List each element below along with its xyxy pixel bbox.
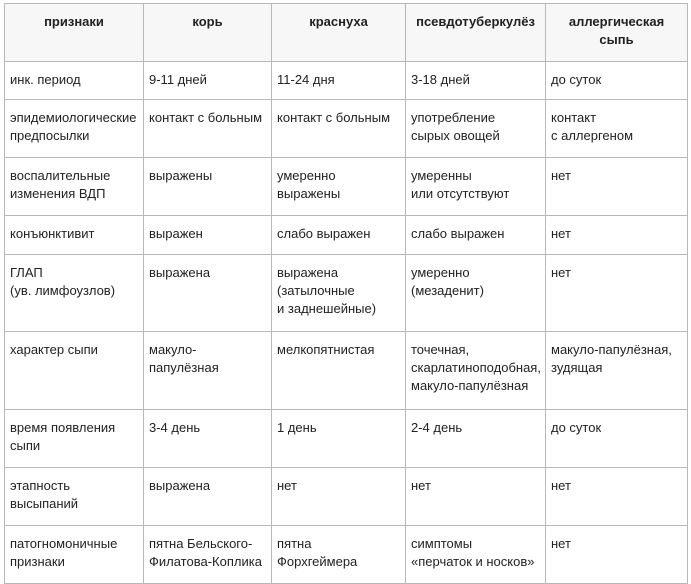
table-cell: характер сыпи: [5, 332, 144, 410]
table-cell: пятна Форхгеймера: [272, 526, 406, 584]
table-cell: нет: [546, 526, 688, 584]
table-cell: слабо выражен: [406, 216, 546, 255]
table-cell: умеренно (мезаденит): [406, 255, 546, 332]
table-cell: до суток: [546, 410, 688, 468]
table-cell: умеренны или отсутствуют: [406, 158, 546, 216]
table-cell: 2-4 день: [406, 410, 546, 468]
table-cell: 11-24 дня: [272, 62, 406, 100]
table-row: [5, 410, 688, 468]
table-row: [5, 100, 688, 158]
comparison-table: [4, 3, 688, 584]
table-row: [5, 158, 688, 216]
header-measles: корь: [144, 4, 272, 62]
table-row: [5, 468, 688, 526]
table-cell: контакт с больным: [144, 100, 272, 158]
table-cell: нет: [406, 468, 546, 526]
table-cell: нет: [272, 468, 406, 526]
table-row: [5, 255, 688, 332]
table-cell: выражены: [144, 158, 272, 216]
table-row: [5, 332, 688, 410]
header-pseudotuberculosis: псевдотуберкулёз: [406, 4, 546, 62]
table-header-row: [5, 4, 688, 62]
table-cell: умеренно выражены: [272, 158, 406, 216]
table-cell: 9-11 дней: [144, 62, 272, 100]
table-cell: выражена: [144, 255, 272, 332]
table-cell: нет: [546, 255, 688, 332]
table-cell: 3-4 день: [144, 410, 272, 468]
table-cell: до суток: [546, 62, 688, 100]
table-cell: выражена (затылочные и заднешейные): [272, 255, 406, 332]
table-cell: пятна Бельского- Филатова-Коплика: [144, 526, 272, 584]
table-cell: слабо выражен: [272, 216, 406, 255]
table-cell: выражена: [144, 468, 272, 526]
table-cell: симптомы «перчаток и носков»: [406, 526, 546, 584]
table-cell: контакт с аллергеном: [546, 100, 688, 158]
header-rubella: краснуха: [272, 4, 406, 62]
comparison-table-container: [4, 3, 688, 584]
table-cell: употребление сырых овощей: [406, 100, 546, 158]
table-cell: этапность высыпаний: [5, 468, 144, 526]
table-cell: инк. период: [5, 62, 144, 100]
table-cell: макуло-папулёзная, зудящая: [546, 332, 688, 410]
table-cell: 3-18 дней: [406, 62, 546, 100]
table-cell: воспалительные изменения ВДП: [5, 158, 144, 216]
header-allergic-rash: аллергическая сыпь: [546, 4, 688, 62]
table-cell: выражен: [144, 216, 272, 255]
table-cell: патогномоничные признаки: [5, 526, 144, 584]
header-signs: признаки: [5, 4, 144, 62]
table-cell: 1 день: [272, 410, 406, 468]
table-row: [5, 216, 688, 255]
table-cell: нет: [546, 468, 688, 526]
table-cell: нет: [546, 158, 688, 216]
table-cell: контакт с больным: [272, 100, 406, 158]
table-cell: нет: [546, 216, 688, 255]
table-cell: мелкопятнистая: [272, 332, 406, 410]
table-cell: время появления сыпи: [5, 410, 144, 468]
table-cell: ГЛАП (ув. лимфоузлов): [5, 255, 144, 332]
table-cell: точечная, скарлатиноподобная, макуло-папулёзная: [406, 332, 546, 410]
table-cell: эпидемиологические предпосылки: [5, 100, 144, 158]
table-cell: макуло- папулёзная: [144, 332, 272, 410]
table-row: [5, 62, 688, 100]
table-cell: конъюнктивит: [5, 216, 144, 255]
